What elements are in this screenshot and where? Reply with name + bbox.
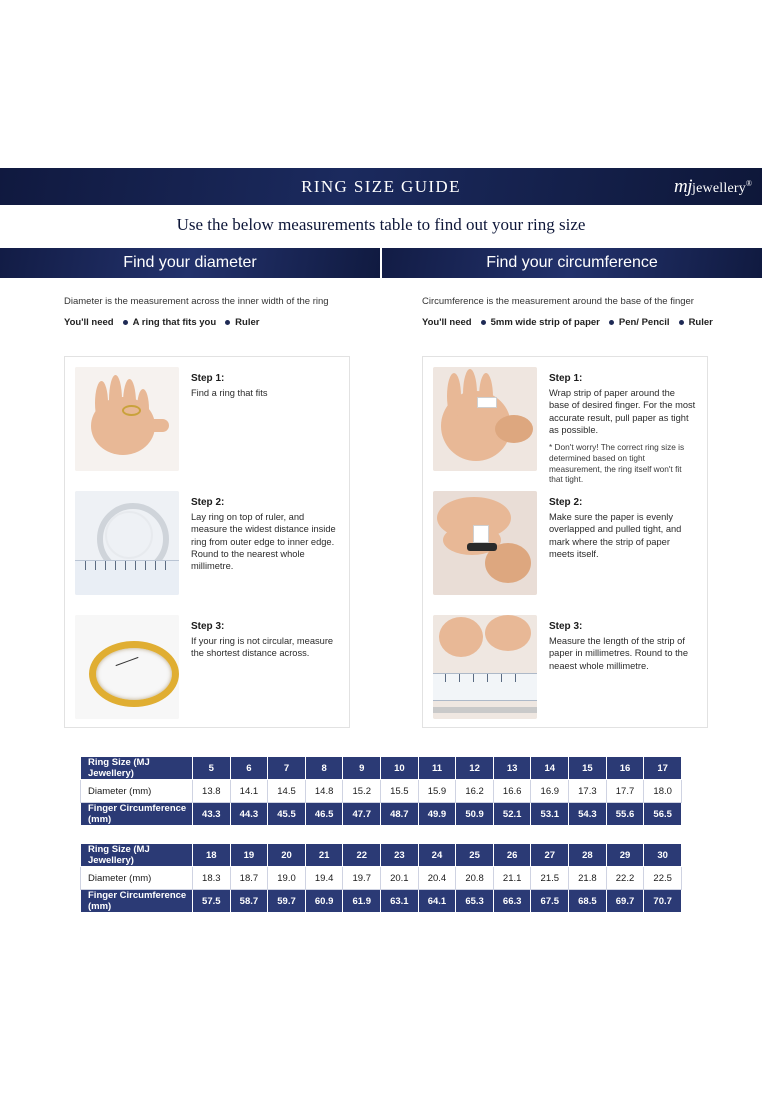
circumference-steps-card	[422, 356, 708, 728]
step-text	[191, 491, 339, 605]
table-cell: 14.5	[268, 780, 306, 803]
table-cell: 54.3	[569, 803, 607, 826]
table-cell: 47.7	[343, 803, 381, 826]
table-cell: 21.5	[531, 867, 569, 890]
step-body: Find a ring that fits	[191, 388, 268, 398]
needs-label-right: You'll need	[422, 317, 472, 328]
step-row	[423, 605, 707, 729]
table-cell: 23	[381, 844, 419, 867]
table-cell: 16.6	[493, 780, 531, 803]
table-cell: 44.3	[230, 803, 268, 826]
diameter-description: Diameter is the measurement across the inner width of the ring	[64, 296, 329, 307]
table-cell: 43.3	[193, 803, 231, 826]
step-row	[65, 605, 349, 729]
table-cell: 16.9	[531, 780, 569, 803]
table-row-header: Diameter (mm)	[81, 867, 193, 890]
table-cell: 9	[343, 757, 381, 780]
table-cell: 20.4	[418, 867, 456, 890]
table-cell: 11	[418, 757, 456, 780]
page-subtitle: Use the below measurements table to find out your ring size	[0, 205, 762, 245]
wrap-paper-around-finger-photo	[433, 367, 537, 471]
table-cell: 19.0	[268, 867, 306, 890]
table-cell: 61.9	[343, 890, 381, 913]
table-cell: 68.5	[569, 890, 607, 913]
table-row	[81, 780, 682, 803]
table-cell: 21	[305, 844, 343, 867]
needs-item-left-0: A ring that fits you	[132, 317, 217, 328]
table-cell: 16	[606, 757, 644, 780]
table-cell: 65.3	[456, 890, 494, 913]
table-cell: 45.5	[268, 803, 306, 826]
size-table-1	[80, 756, 682, 826]
step-text	[549, 491, 697, 605]
table-cell: 57.5	[193, 890, 231, 913]
table-cell: 17.3	[569, 780, 607, 803]
table-cell: 25	[456, 844, 494, 867]
table-cell: 52.1	[493, 803, 531, 826]
needs-item-right-1: Pen/ Pencil	[618, 317, 670, 328]
step-text	[549, 367, 697, 485]
table-cell: 7	[268, 757, 306, 780]
table-cell: 20	[268, 844, 306, 867]
table-cell: 64.1	[418, 890, 456, 913]
step-text	[191, 615, 339, 729]
table-cell: 58.7	[230, 890, 268, 913]
diameter-needs-list	[64, 317, 408, 328]
table-row-header: Ring Size (MJ Jewellery)	[81, 757, 193, 780]
table-row-header: Ring Size (MJ Jewellery)	[81, 844, 193, 867]
step-title: Step 1:	[191, 373, 225, 384]
bullet-dot-icon	[679, 320, 684, 325]
diameter-steps-card	[64, 356, 350, 728]
bullet-dot-icon	[481, 320, 486, 325]
section-heading-circumference: Find your circumference	[382, 248, 762, 278]
brand-mj-text: mj	[674, 175, 693, 197]
table-cell: 16.2	[456, 780, 494, 803]
table-cell: 59.7	[268, 890, 306, 913]
step-row	[65, 357, 349, 481]
table-cell: 19	[230, 844, 268, 867]
table-cell: 17	[644, 757, 682, 780]
step-body: If your ring is not circular, measure the shortest distance across.	[191, 636, 334, 659]
table-cell: 69.7	[606, 890, 644, 913]
needs-item-right-2: Ruler	[688, 317, 713, 328]
table-cell: 48.7	[381, 803, 419, 826]
gold-ring-photo	[75, 615, 179, 719]
table-cell: 14	[531, 757, 569, 780]
table-cell: 18.3	[193, 867, 231, 890]
diameter-column	[56, 296, 408, 338]
table-cell: 70.7	[644, 890, 682, 913]
table-cell: 60.9	[305, 890, 343, 913]
table-cell: 6	[230, 757, 268, 780]
table-cell: 46.5	[305, 803, 343, 826]
table-cell: 20.8	[456, 867, 494, 890]
hand-with-ring-photo	[75, 367, 179, 471]
bullet-dot-icon	[225, 320, 230, 325]
table-cell: 26	[493, 844, 531, 867]
circumference-needs-list	[422, 317, 762, 328]
table-row	[81, 844, 682, 867]
ring-on-ruler-photo	[75, 491, 179, 595]
section-heading-diameter: Find your diameter	[0, 248, 380, 278]
table-cell: 50.9	[456, 803, 494, 826]
table-cell: 15.2	[343, 780, 381, 803]
table-cell: 67.5	[531, 890, 569, 913]
size-table-1-grid	[80, 756, 682, 826]
step-text	[549, 615, 697, 729]
step-row	[423, 481, 707, 605]
table-row	[81, 867, 682, 890]
table-cell: 18	[193, 844, 231, 867]
size-table-2	[80, 843, 682, 913]
table-cell: 13	[493, 757, 531, 780]
step-title: Step 1:	[549, 373, 583, 384]
table-cell: 14.1	[230, 780, 268, 803]
needs-item-right-0: 5mm wide strip of paper	[490, 317, 600, 328]
table-cell: 63.1	[381, 890, 419, 913]
registered-trademark-icon: ®	[745, 178, 752, 188]
table-cell: 14.8	[305, 780, 343, 803]
table-cell: 5	[193, 757, 231, 780]
circumference-column	[414, 296, 762, 338]
step-text	[191, 367, 339, 481]
table-cell: 20.1	[381, 867, 419, 890]
table-cell: 53.1	[531, 803, 569, 826]
step-row	[65, 481, 349, 605]
table-cell: 29	[606, 844, 644, 867]
step-row	[423, 357, 707, 485]
step-body: Make sure the paper is evenly overlapped and pulled tight, and mark where the strip of paper meets itself.	[549, 512, 682, 559]
step-note: * Don't worry! The correct ring size is determined based on tight measurement, the ring itself won't fit that tight.	[549, 442, 685, 485]
measure-paper-on-ruler-photo	[433, 615, 537, 719]
table-cell: 24	[418, 844, 456, 867]
step-title: Step 2:	[191, 497, 225, 508]
table-cell: 22.5	[644, 867, 682, 890]
table-cell: 15.9	[418, 780, 456, 803]
table-cell: 19.7	[343, 867, 381, 890]
table-cell: 15	[569, 757, 607, 780]
step-body: Measure the length of the strip of paper in millimetres. Round to the neaest whole millimetre.	[549, 636, 689, 671]
table-cell: 10	[381, 757, 419, 780]
table-row	[81, 803, 682, 826]
table-row	[81, 757, 682, 780]
table-row	[81, 890, 682, 913]
table-row-header: Diameter (mm)	[81, 780, 193, 803]
step-title: Step 3:	[549, 621, 583, 632]
table-cell: 12	[456, 757, 494, 780]
bullet-dot-icon	[609, 320, 614, 325]
table-cell: 55.6	[606, 803, 644, 826]
table-cell: 17.7	[606, 780, 644, 803]
bullet-dot-icon	[123, 320, 128, 325]
table-cell: 56.5	[644, 803, 682, 826]
table-cell: 15.5	[381, 780, 419, 803]
step-title: Step 2:	[549, 497, 583, 508]
table-cell: 28	[569, 844, 607, 867]
table-cell: 18.0	[644, 780, 682, 803]
step-body: Lay ring on top of ruler, and measure the widest distance inside ring from outer edge to inner edge. Round to the nearest whole millimetre.	[191, 512, 336, 572]
table-cell: 21.8	[569, 867, 607, 890]
table-cell: 22.2	[606, 867, 644, 890]
page-title: RING SIZE GUIDE	[301, 176, 461, 196]
table-row-header: Finger Circumference (mm)	[81, 803, 193, 826]
table-cell: 8	[305, 757, 343, 780]
circumference-description: Circumference is the measurement around the base of the finger	[422, 296, 694, 307]
step-body: Wrap strip of paper around the base of desired finger. For the most accurate result, pull paper as tight as possible.	[549, 388, 696, 435]
needs-label-left: You'll need	[64, 317, 114, 328]
header-band	[0, 168, 762, 205]
table-cell: 22	[343, 844, 381, 867]
ruler-icon	[75, 560, 179, 595]
step-title: Step 3:	[191, 621, 225, 632]
table-cell: 30	[644, 844, 682, 867]
table-cell: 49.9	[418, 803, 456, 826]
table-cell: 21.1	[493, 867, 531, 890]
table-cell: 19.4	[305, 867, 343, 890]
table-cell: 13.8	[193, 780, 231, 803]
table-row-header: Finger Circumference (mm)	[81, 890, 193, 913]
table-cell: 18.7	[230, 867, 268, 890]
table-cell: 27	[531, 844, 569, 867]
size-table-2-grid	[80, 843, 682, 913]
brand-jewellery-text: jewellery	[692, 180, 746, 196]
needs-item-left-1: Ruler	[235, 317, 260, 328]
table-cell: 66.3	[493, 890, 531, 913]
brand-logo	[674, 176, 752, 198]
mark-paper-strip-photo	[433, 491, 537, 595]
